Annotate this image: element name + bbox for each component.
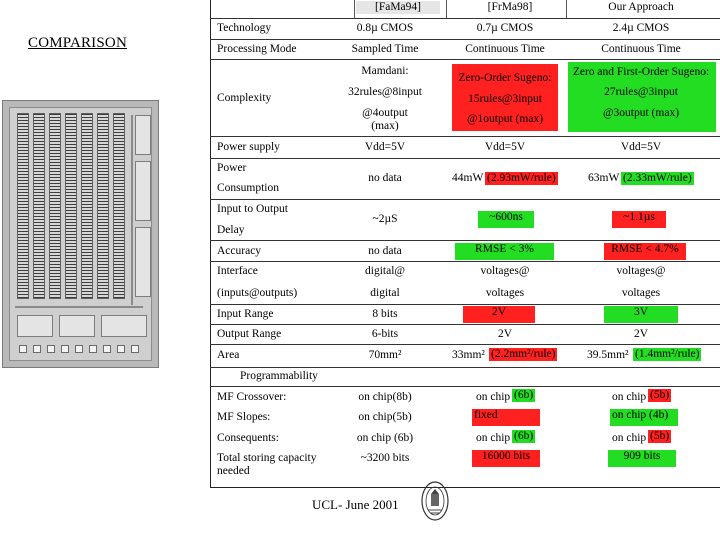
mf-crossover-col2: on chip bbox=[476, 391, 511, 403]
row-label-output-range: Output Range bbox=[217, 328, 282, 340]
accuracy-col2: RMSE < 3% bbox=[455, 243, 554, 260]
input-range-col1: 8 bits bbox=[372, 308, 398, 320]
delay-col3: ~1.1µs bbox=[612, 211, 666, 228]
complexity-col2-line2: 15rules@3input bbox=[468, 93, 542, 105]
mf-crossover-col2-bits: (6b) bbox=[514, 389, 534, 401]
row-label-delay: Delay bbox=[217, 224, 245, 236]
row-label-needed: needed bbox=[217, 465, 250, 477]
complexity-col2-line3: @1output (max) bbox=[466, 113, 544, 125]
row-label-power: Power bbox=[217, 162, 247, 174]
interface-col1-line2: digital bbox=[370, 287, 400, 299]
output-range-col3: 2V bbox=[633, 328, 649, 340]
power-consumption-col2: 44mW bbox=[452, 172, 484, 184]
interface-col3-line1: voltages@ bbox=[616, 265, 666, 277]
accuracy-col1: no data bbox=[368, 245, 402, 257]
complexity-col1-line4: (max) bbox=[371, 120, 399, 132]
power-supply-col3: Vdd=5V bbox=[620, 141, 662, 153]
consequents-col2-bits: (6b) bbox=[514, 430, 534, 442]
section-label-programmability: Programmability bbox=[240, 370, 318, 382]
interface-col2-line1: voltages@ bbox=[480, 265, 530, 277]
interface-col1-line1: digital@ bbox=[365, 265, 405, 277]
row-label-consequents: Consequents: bbox=[217, 432, 279, 444]
row-label-mf-crossover: MF Crossover: bbox=[217, 391, 287, 403]
row-label-processing-mode: Processing Mode bbox=[217, 43, 297, 55]
complexity-col3-line3: @3output (max) bbox=[602, 107, 680, 119]
processing-col3: Continuous Time bbox=[601, 43, 681, 55]
storage-col2: 16000 bits bbox=[472, 450, 540, 467]
power-consumption-col2-per-rule: (2.93mW/rule) bbox=[487, 172, 556, 184]
complexity-col1-line1: Mamdani: bbox=[361, 65, 409, 77]
processing-col1: Sampled Time bbox=[351, 43, 419, 55]
row-label-area: Area bbox=[217, 349, 240, 361]
technology-col2: 0.7µ CMOS bbox=[476, 22, 534, 34]
row-label-complexity: Complexity bbox=[217, 92, 272, 104]
accuracy-col3: RMSE < 4.7% bbox=[604, 243, 686, 260]
technology-col3: 2.4µ CMOS bbox=[612, 22, 670, 34]
input-range-col2: 2V bbox=[463, 306, 535, 323]
area-col3: 39.5mm² bbox=[587, 349, 629, 361]
complexity-col3-line1: Zero and First-Order Sugeno: bbox=[572, 66, 710, 78]
complexity-col3-line2: 27rules@3input bbox=[604, 86, 678, 98]
area-col1: 70mm² bbox=[368, 349, 402, 361]
output-range-col1: 6-bits bbox=[371, 328, 399, 340]
complexity-col1-line3: @4output bbox=[362, 107, 408, 119]
row-label-input-range: Input Range bbox=[217, 308, 274, 320]
area-col2-per-rule: (2.2mm²/rule) bbox=[491, 348, 556, 360]
input-range-col3: 3V bbox=[604, 306, 678, 323]
mf-crossover-col3: on chip bbox=[612, 391, 647, 403]
row-label-consumption: Consumption bbox=[217, 182, 279, 194]
storage-col3: 909 bits bbox=[608, 450, 676, 467]
header-col1: [FaMa94] bbox=[356, 1, 440, 14]
slide-title: COMPARISON bbox=[28, 35, 127, 51]
header-col3: Our Approach bbox=[608, 1, 674, 13]
storage-col1: ~3200 bits bbox=[360, 452, 410, 464]
consequents-col3-bits: (5b) bbox=[650, 430, 670, 442]
row-label-power-supply: Power supply bbox=[217, 141, 280, 153]
power-consumption-col3: 63mW bbox=[588, 172, 620, 184]
row-label-input-to-output: Input to Output bbox=[217, 203, 288, 215]
technology-col1: 0.8µ CMOS bbox=[356, 22, 414, 34]
delay-col2: ~600ns bbox=[478, 211, 534, 228]
interface-col3-line2: voltages bbox=[621, 287, 661, 299]
row-label-technology: Technology bbox=[217, 22, 272, 34]
header-col2: [FrMa98] bbox=[487, 1, 533, 13]
row-label-inputs-outputs: (inputs@outputs) bbox=[217, 287, 298, 299]
processing-col2: Continuous Time bbox=[465, 43, 545, 55]
output-range-col2: 2V bbox=[497, 328, 513, 340]
university-seal-logo bbox=[420, 480, 450, 522]
power-consumption-col1: no data bbox=[368, 172, 402, 184]
consequents-col2: on chip bbox=[476, 432, 511, 444]
mf-slopes-col2: fixed bbox=[472, 409, 540, 426]
consequents-col1: on chip (6b) bbox=[356, 432, 414, 444]
row-label-accuracy: Accuracy bbox=[217, 245, 262, 257]
consequents-col3: on chip bbox=[612, 432, 647, 444]
mf-slopes-col3: on chip (4b) bbox=[610, 409, 678, 426]
interface-col2-line2: voltages bbox=[485, 287, 525, 299]
row-label-interface: Interface bbox=[217, 265, 258, 277]
delay-col1: ~2µS bbox=[372, 213, 398, 225]
power-supply-col1: Vdd=5V bbox=[364, 141, 406, 153]
complexity-col2-line1: Zero-Order Sugeno: bbox=[458, 72, 552, 84]
mf-crossover-col3-bits: (5b) bbox=[650, 389, 670, 401]
row-label-mf-slopes: MF Slopes: bbox=[217, 411, 271, 423]
mf-slopes-col1: on chip(5b) bbox=[358, 411, 412, 423]
row-label-total-storing-capacity: Total storing capacity bbox=[217, 452, 317, 464]
complexity-col1-line2: 32rules@8input bbox=[348, 86, 422, 98]
mf-crossover-col1: on chip(8b) bbox=[358, 391, 412, 403]
footer-text: UCL- June 2001 bbox=[312, 497, 399, 512]
chip-die-photo bbox=[2, 100, 159, 368]
area-col3-per-rule: (1.4mm²/rule) bbox=[635, 348, 700, 360]
area-col2: 33mm² bbox=[452, 349, 485, 361]
power-supply-col2: Vdd=5V bbox=[484, 141, 526, 153]
power-consumption-col3-per-rule: (2.33mW/rule) bbox=[623, 172, 692, 184]
